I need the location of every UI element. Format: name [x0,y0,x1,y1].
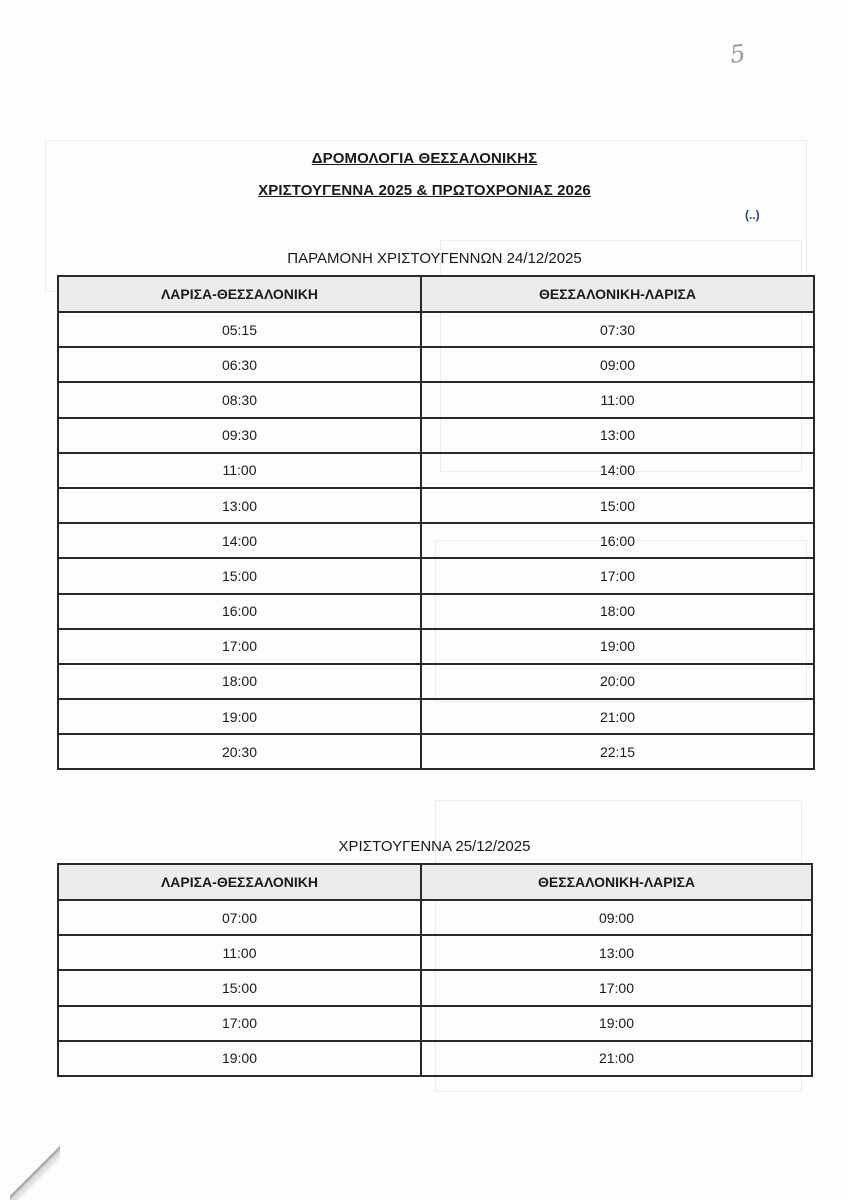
departure-thessaloniki-time: 22:15 [421,734,814,769]
section-title-christmas-day: ΧΡΙΣΤΟΥΓΕΝΝΑ 25/12/2025 [338,838,531,855]
document-title: ΔΡΟΜΟΛΟΓΙΑ ΘΕΣΣΑΛΟΝΙΚΗΣ [311,150,538,167]
table-row [58,900,812,935]
departure-thessaloniki-time: 16:00 [421,523,814,558]
departure-larisa-time: 09:30 [58,418,421,453]
table-row [58,594,814,629]
table-row [58,629,814,664]
departure-thessaloniki-time: 17:00 [421,558,814,593]
departure-larisa-time: 05:15 [58,312,421,347]
departure-larisa-time: 20:30 [58,734,421,769]
column-header-thessaloniki-larisa: ΘΕΣΣΑΛΟΝΙΚΗ-ΛΑΡΙΣΑ [421,276,814,312]
table-row [58,664,814,699]
table-row [58,453,814,488]
departure-thessaloniki-time: 20:00 [421,664,814,699]
departure-thessaloniki-time: 17:00 [421,970,812,1005]
departure-larisa-time: 19:00 [58,1041,421,1076]
departure-larisa-time: 07:00 [58,900,421,935]
table-header-row [58,864,812,900]
section-title-christmas-eve: ΠΑΡΑΜΟΝΗ ΧΡΙΣΤΟΥΓΕΝΝΩΝ 24/12/2025 [287,250,582,267]
departure-larisa-time: 15:00 [58,558,421,593]
departure-thessaloniki-time: 21:00 [421,699,814,734]
departure-thessaloniki-time: 19:00 [421,629,814,664]
table-row [58,418,814,453]
table-header-row [58,276,814,312]
departure-thessaloniki-time: 18:00 [421,594,814,629]
table-row [58,734,814,769]
departure-thessaloniki-time: 09:00 [421,347,814,382]
table-row [58,1041,812,1076]
departure-larisa-time: 08:30 [58,382,421,417]
table-row [58,312,814,347]
table-row [58,382,814,417]
departure-thessaloniki-time: 11:00 [421,382,814,417]
table-row [58,347,814,382]
departure-larisa-time: 15:00 [58,970,421,1005]
document-subtitle: ΧΡΙΣΤΟΥΓΕΝΝΑ 2025 & ΠΡΩΤΟΧΡΟΝΙΑΣ 2026 [258,182,591,199]
table-row [58,1006,812,1041]
column-header-larisa-thessaloniki: ΛΑΡΙΣΑ-ΘΕΣΣΑΛΟΝΙΚΗ [58,276,421,312]
departure-larisa-time: 16:00 [58,594,421,629]
handwritten-page-number: 5 [728,39,748,69]
table-row [58,970,812,1005]
table-row [58,558,814,593]
table-row [58,935,812,970]
table-row [58,523,814,558]
departure-thessaloniki-time: 15:00 [421,488,814,523]
departure-thessaloniki-time: 14:00 [421,453,814,488]
departure-thessaloniki-time: 09:00 [421,900,812,935]
column-header-thessaloniki-larisa: ΘΕΣΣΑΛΟΝΙΚΗ-ΛΑΡΙΣΑ [421,864,812,900]
departure-larisa-time: 11:00 [58,453,421,488]
departure-larisa-time: 17:00 [58,1006,421,1041]
departure-larisa-time: 17:00 [58,629,421,664]
column-header-larisa-thessaloniki: ΛΑΡΙΣΑ-ΘΕΣΣΑΛΟΝΙΚΗ [58,864,421,900]
schedule-table-christmas-day [57,863,813,1077]
folded-corner [10,1145,60,1200]
departure-larisa-time: 06:30 [58,347,421,382]
ink-mark: (..) [745,208,760,222]
departure-thessaloniki-time: 07:30 [421,312,814,347]
departure-thessaloniki-time: 13:00 [421,418,814,453]
table-row [58,488,814,523]
departure-larisa-time: 14:00 [58,523,421,558]
table-row [58,699,814,734]
departure-larisa-time: 13:00 [58,488,421,523]
departure-larisa-time: 18:00 [58,664,421,699]
departure-larisa-time: 11:00 [58,935,421,970]
departure-thessaloniki-time: 13:00 [421,935,812,970]
departure-larisa-time: 19:00 [58,699,421,734]
departure-thessaloniki-time: 21:00 [421,1041,812,1076]
schedule-table-christmas-eve [57,275,815,770]
departure-thessaloniki-time: 19:00 [421,1006,812,1041]
